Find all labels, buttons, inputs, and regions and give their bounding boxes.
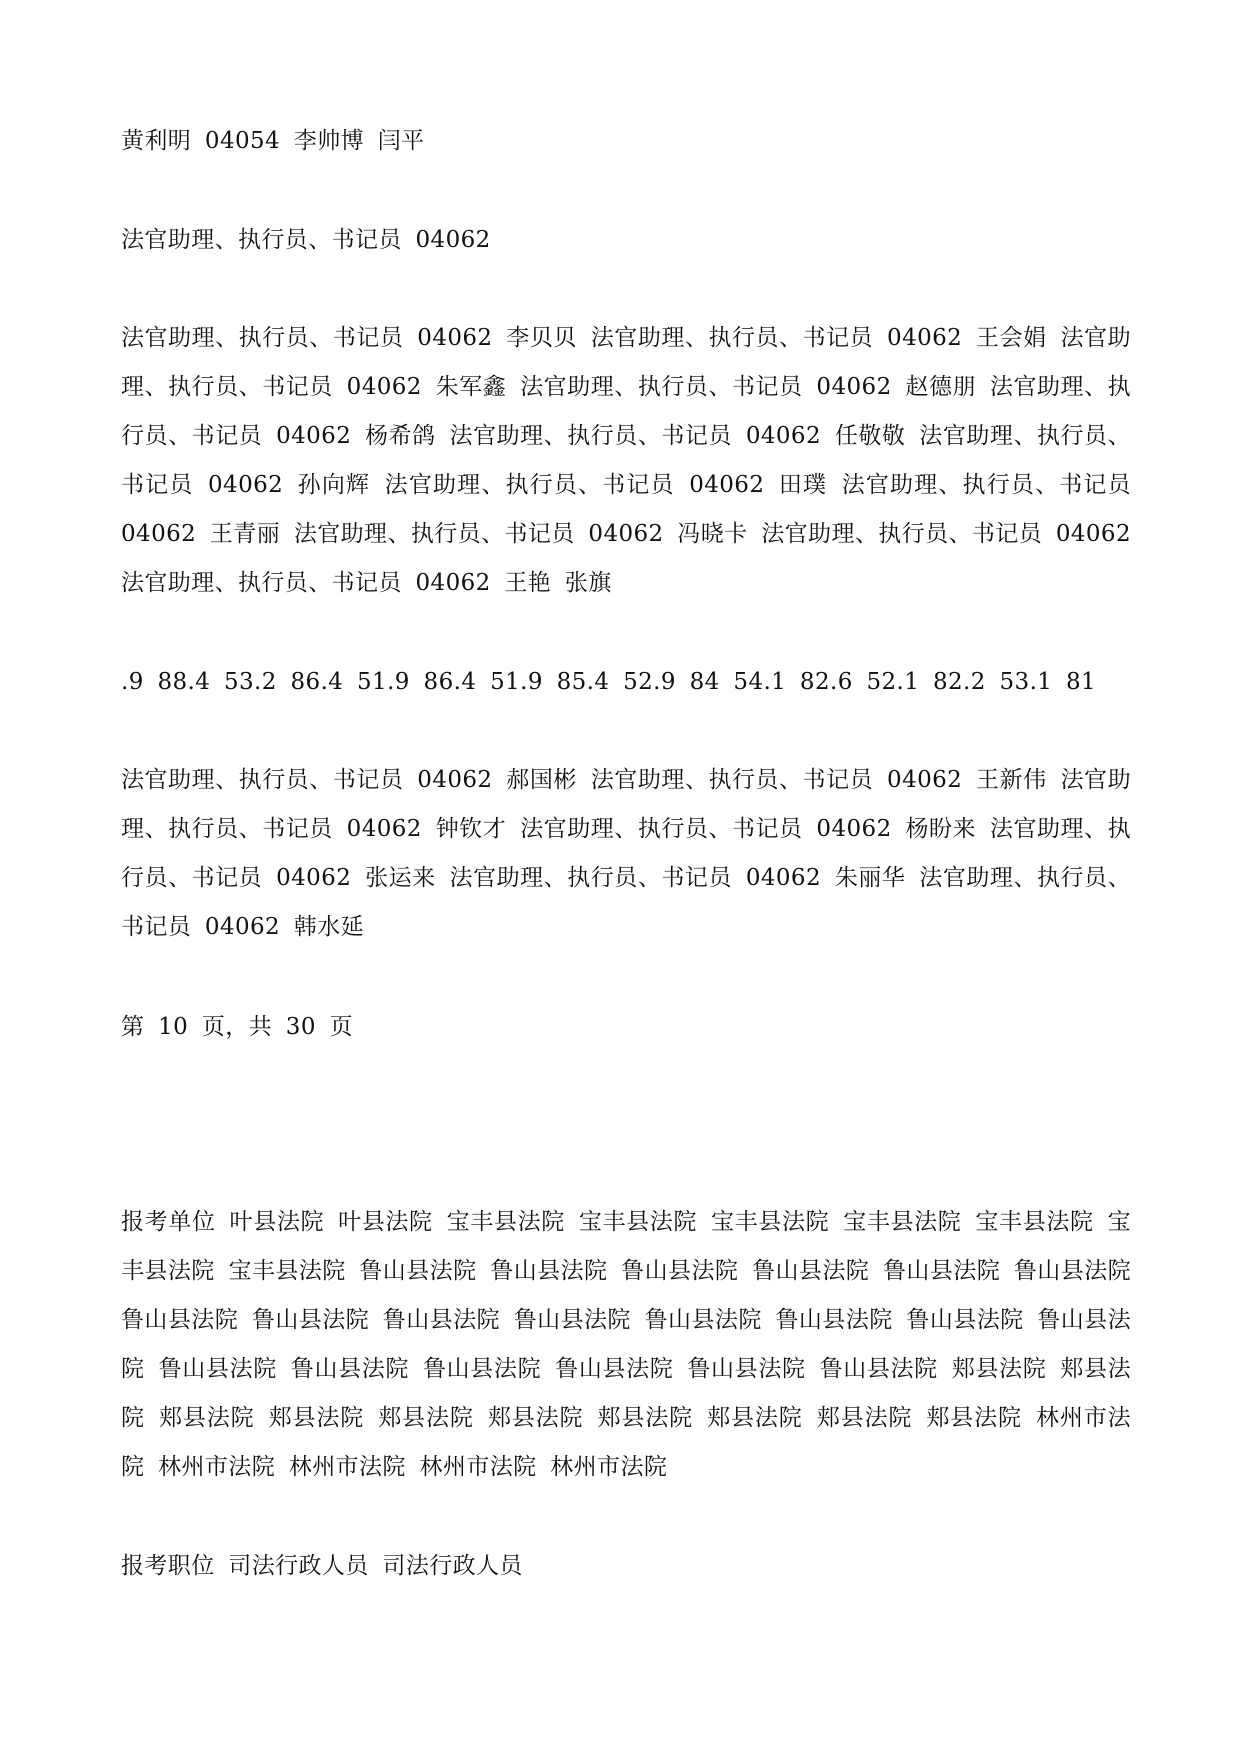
paragraph-applying-unit: 报考单位 叶县法院 叶县法院 宝丰县法院 宝丰县法院 宝丰县法院 宝丰县法院 宝丰县法院 宝丰县法院 宝丰县法院 鲁山县法院 鲁山县法院 鲁山县法院 鲁山县法院 鲁山县法院 鲁山县法院 鲁山县法院 鲁山县法院 鲁山县法院 鲁山县法院 鲁山县法院 鲁山县法院 鲁山县法院 鲁山县法院 鲁山县法院 鲁山县法院 鲁山县法院 鲁山县法院 鲁山县法院 鲁山县法院 郏县法院 郏县法院 郏县法院 郏县法院 郏县法院 郏县法院 郏县法院 郏县法院 郏县法院 郏县法院 林州市法院 林州市法院 林州市法院 林州市法院 林州市法院 <box>121 1209 1131 1480</box>
paragraph-candidate-list-1: 法官助理、执行员、书记员 04062 李贝贝 法官助理、执行员、书记员 04062 王会娟 法官助理、执行员、书记员 04062 朱军鑫 法官助理、执行员、书记员 04062 赵德朋 法官助理、执行员、书记员 04062 杨希鸽 法官助理、执行员、书记员 04062 任敬敬 法官助理、执行员、书记员 04062 孙向辉 法官助理、执行员、书记员 04062 田璞 法官助理、执行员、书记员 04062 王青丽 法官助理、执行员、书记员 04062 冯晓卡 法官助理、执行员、书记员 04062 法官助理、执行员、书记员 04062 王艳 张旗 <box>121 325 1131 596</box>
paragraph-name-list: 黄利明 04054 李帅博 闫平 <box>121 128 425 154</box>
paragraph-applying-position: 报考职位 司法行政人员 司法行政人员 <box>121 1553 523 1579</box>
paragraph-score-list: .9 88.4 53.2 86.4 51.9 86.4 51.9 85.4 52.9 84 54.1 82.6 52.1 82.2 53.1 81 <box>121 669 1097 695</box>
page-number: 第 10 页，共 30 页 <box>121 1014 353 1040</box>
paragraph-candidate-list-2: 法官助理、执行员、书记员 04062 郝国彬 法官助理、执行员、书记员 04062 王新伟 法官助理、执行员、书记员 04062 钟钦才 法官助理、执行员、书记员 04062 杨盼来 法官助理、执行员、书记员 04062 张运来 法官助理、执行员、书记员 04062 朱丽华 法官助理、执行员、书记员 04062 韩水延 <box>121 767 1131 940</box>
paragraph-position-code: 法官助理、执行员、书记员 04062 <box>121 227 491 253</box>
